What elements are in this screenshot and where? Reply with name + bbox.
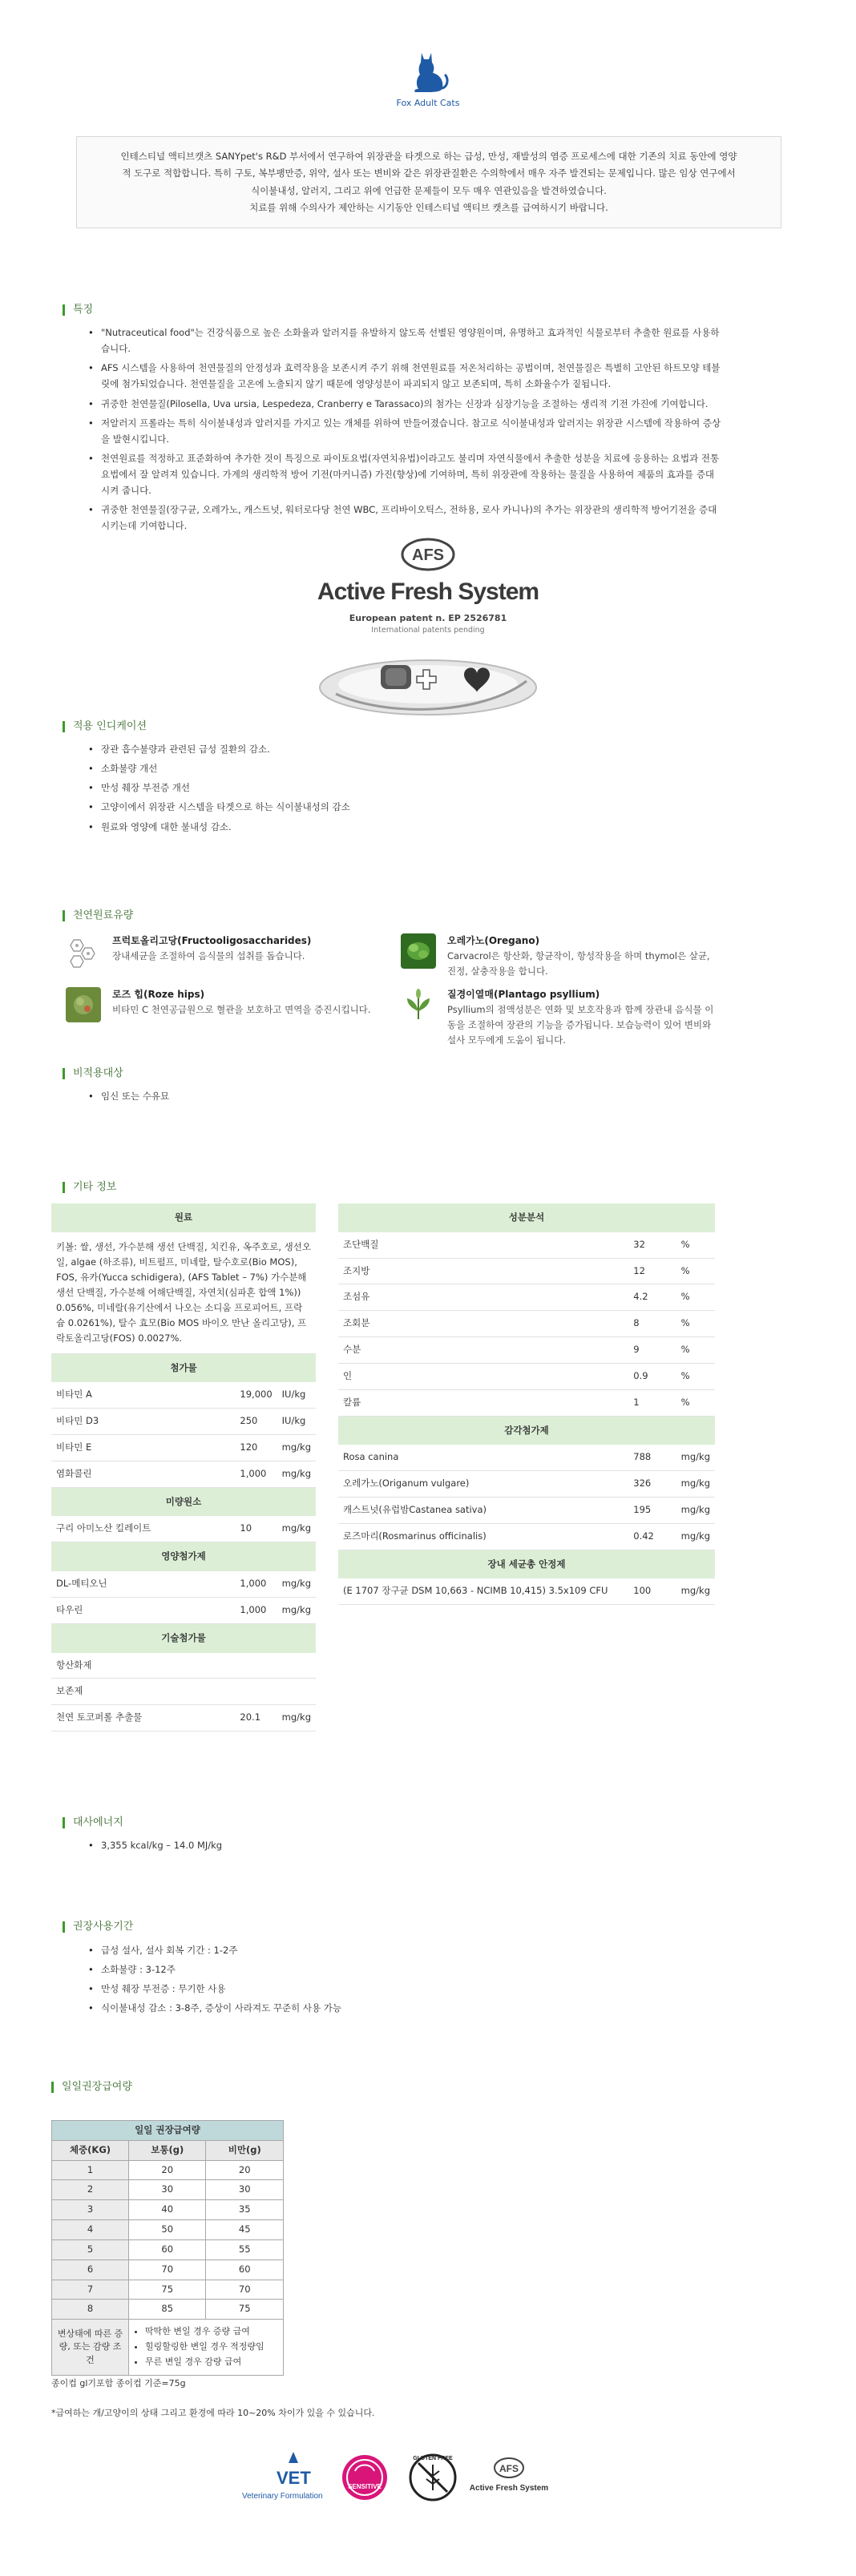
list-item: • 소화불량 : 3-12주 [88,1961,721,1977]
ingredient-rosehips [66,987,386,1018]
list-item: • 식이불내성 감소 : 3-8주, 증상이 사라져도 꾸준히 사용 가능 [88,2000,721,2016]
list-item: • 무른 변일 경우 감량 급여 [145,2355,278,2368]
natural-title: 천연원료유량 [63,910,133,921]
list-item: • 귀중한 천연물질(장구균, 오레가노, 캐스트넛, 워터로다당 천연 WBC, 프리바이오틱스, 전하용, 로사 카니나)의 추가는 위장관의 생리학적 방어기전을 증대시키는데 기여합니다. [88,502,721,534]
non-target-title: 비적용대상 [63,1068,123,1079]
indications-list [88,741,721,838]
list-item: • 힐링할링한 변일 경우 적정량임 [145,2340,278,2353]
table-row: 5 60 55 [52,2239,284,2260]
analysis-table [338,1203,715,1605]
svg-text:AFS: AFS [412,546,444,564]
ingredient-desc: Carvacrol은 항산화, 항균작이, 항성작용을 하며 thymol은 살균, 진정, 살충작용을 합니다. [447,949,710,977]
table-row [52,2320,284,2376]
afs-patent: European patent n. EP 2526781 [349,612,507,623]
col-normal: 보통(g) [129,2140,206,2160]
table-row: 조섬유 4.2 % [338,1284,715,1311]
svg-text:Active Fresh System: Active Fresh System [469,2484,549,2493]
table-row: 2 30 30 [52,2180,284,2200]
rosehips-plant-icon [66,987,101,1022]
list-item: • 고양이에서 위장관 시스템을 타겟으로 하는 식이불내성의 감소 [88,799,721,815]
list-item: • "Nutraceutical food"는 건강식품으로 높은 소화율과 알러지를 유발하지 않도록 선별된 영양원이며, 유명하고 효과적인 식물로부터 추출한 원료를 사용하습니다. [88,325,721,357]
disclaimer: *급여하는 개/고양이의 상태 그리고 환경에 따라 10~20% 차이가 있을 수 있습니다. [51,2408,375,2418]
svg-text:AFS: AFS [499,2463,519,2474]
condition-label: 변상태에 따른 증량, 또는 감량 조건 [52,2320,129,2376]
intro-line: 치료를 위해 수의사가 제안하는 시기동안 인테스티널 액티브 캣츠를 급여하시기 바랍니다. [249,201,608,213]
table-header: 기술첨가물 [51,1623,316,1652]
psyllium-plant-icon [401,987,436,1022]
feeding-title: 일일권장급여량 [51,2082,132,2093]
table-row: 보존제 [51,1679,316,1705]
sensitive-logo [342,2455,387,2500]
afs-pending: International patents pending [371,625,485,635]
table-header: 성분분석 [338,1203,715,1232]
table-row: 1 20 20 [52,2160,284,2180]
table-row: 오레가노(Origanum vulgare) 326 mg/kg [338,1471,715,1498]
list-item: • 만성 췌장 부전증 개선 [88,780,721,796]
ingredient-desc: 장내세균을 조절하여 음식물의 섭취를 돕습니다. [112,949,305,961]
kibble-dish-image [312,638,544,718]
intro-line: 적 도구로 적합합니다. 특히 구토, 복부팽만증, 위약, 설사 또는 변비와 같은 위장관질환은 수의학에서 매우 자주 발견되는 문제입니다. 많은 임상 연구에서 [122,167,736,179]
indications-title: 적용 인디케이션 [63,721,147,732]
svg-text:GLUTEN FREE: GLUTEN FREE [413,2456,453,2461]
table-header: 첨가물 [51,1353,316,1382]
table-row: 7 75 70 [52,2280,284,2300]
table-row: 비타민 A 19,000 IU/kg [51,1382,316,1408]
table-header: 원료 [51,1203,316,1232]
table-row: 비타민 E 120 mg/kg [51,1435,316,1461]
table-row: 인 0.9 % [338,1363,715,1389]
features-title: 특징 [63,304,93,316]
feeding-note: 종이컵 gl기포함 종이컵 기준=75g [51,2378,186,2389]
table-header: 영양첨가제 [51,1542,316,1571]
table-row: 타우린 1,000 mg/kg [51,1597,316,1623]
intro-box [76,136,781,228]
list-item: • 딱딱한 변일 경우 증량 급여 [145,2324,278,2338]
list-item: • 임신 또는 수유묘 [88,1088,721,1104]
list-item: • AFS 시스템을 사용하여 천연물질의 안정성과 효력작용을 보존시켜 주기 위해 천연원료를 저온처리하는 공법이며, 천연물질은 특별히 고안된 하트모양 테블릿에 첨가되었습니다. 천연물질을 고온에 노출되지 않기 때문에 영양성분이 파괴되지 않고 보존되며, 특히 소화율수가 짙됩니다. [88,360,721,392]
product-subtitle: Fox Adult Cats [396,98,460,108]
list-item: • 장관 흡수불량과 관련된 급성 질환의 감소. [88,741,721,757]
table-row: (E 1707 장구균 DSM 10,663 - NCIMB 10,415) 3.5x109 CFU 100 mg/kg [338,1578,715,1604]
svg-text:VET: VET [277,2468,311,2488]
table-row: 3 40 35 [52,2200,284,2220]
list-item: • 만성 췌장 부전증 : 무기한 사용 [88,1981,721,1997]
features-list [88,325,721,538]
table-row: 칼륨 1 % [338,1389,715,1416]
vet-formulation-logo [242,2452,323,2501]
fos-molecule-icon [66,933,101,969]
afs-footer-logo [470,2458,548,2493]
brand-header [0,48,856,110]
svg-text:SENSITIVE: SENSITIVE [348,2483,382,2490]
table-row: 8 85 75 [52,2300,284,2320]
table-row: DL-메티오닌 1,000 mg/kg [51,1571,316,1597]
ingredient-name: 프럭토올리고당(Fructooligosaccharides) [112,935,312,946]
raw-materials-text: 키볼: 쌀, 생선, 가수분해 생선 단백질, 치킨유, 옥주호로, 생선오일, algae (하조류), 비트펄프, 미네랄, 탈수호로(Bio MOS), FOS, 유카(Yucca schidigera), (AFS Tablet – 7%) 가수분해 생선 단백질, 가수분해 어해단백질, 자연치(심파혼 합액 1%)) 0.056%, 미네랄(유기산에서 나오는 소디움 프로피어트, 프락슘 0.0261%), 탈수 효모(Bio MOS 바이오 만난 올리고당), 프락토올리고당(FOS) 0.0027%. [51,1232,316,1353]
list-item: • 원료와 영양에 대한 불내성 감소. [88,819,721,835]
table-row: 로즈마리(Rosmarinus officinalis) 0.42 mg/kg [338,1523,715,1550]
afs-badge-icon [400,537,456,572]
list-item: • 소화불량 개선 [88,760,721,776]
table-row: 비타민 D3 250 IU/kg [51,1409,316,1435]
ingredient-name: 오레가노(Oregano) [447,935,540,946]
ingredient-desc: 비타민 C 천연공급원으로 혈관을 보호하고 면역을 증진시킵니다. [112,1003,371,1015]
col-weight: 체중(KG) [52,2140,129,2160]
list-item: • 저알러지 프롤라는 특히 식이불내성과 알러지를 가지고 있는 개체를 위하여 만들어졌습니다. 참고로 식이불내성과 알러지는 위장관 시스템에 작용하여 증상을 발현시킵니다. [88,415,721,447]
gluten-free-logo [410,2455,455,2500]
table-header: 장내 세균총 안정제 [338,1550,715,1578]
list-item: • 3,355 kcal/kg – 14.0 MJ/kg [88,1837,721,1853]
period-list [88,1942,721,2020]
table-row: 수분 9 % [338,1337,715,1364]
ingredient-oregano [401,933,721,979]
oregano-leaf-icon [401,933,436,969]
table-row: 항산화제 [51,1653,316,1679]
table-row: 4 50 45 [52,2220,284,2240]
condition-list [145,2324,278,2368]
ingredient-name: 질경이열매(Plantago psyllium) [447,989,600,1000]
feeding-caption: 일일 권장급여량 [52,2121,284,2141]
other-info-title: 기타 정보 [63,1182,116,1193]
list-item: • 귀중한 천연물질(Pilosella, Uva ursia, Lespedeza, Cranberry e Tarassaco)의 첨가는 신장과 심장기능을 조절하는 생리적 기전 가진에 기여합니다. [88,396,721,412]
ingredient-name: 로즈 힙(Roze hips) [112,989,205,1000]
table-row: 천연 토코퍼롤 추출물 20.1 mg/kg [51,1705,316,1731]
table-header: 미량원소 [51,1487,316,1516]
footer-logos [0,2444,856,2508]
cat-silhouette-icon [404,48,452,93]
ingredient-psyllium [401,987,721,1048]
table-row: 조회분 8 % [338,1311,715,1337]
afs-title: Active Fresh System [317,578,539,605]
col-obese: 비만(g) [206,2140,284,2160]
intro-line: 인테스티널 액티브캣츠 SANYpet's R&D 부서에서 연구하여 위장관을 타겟으로 하는 급성, 만성, 재발성의 염증 프로세스에 대한 기존의 치료 동안에 영양 [120,151,737,162]
afs-logo-block [0,537,856,718]
feeding-table [51,2120,284,2376]
period-title: 권장사용기간 [63,1921,133,1933]
list-item: • 급성 설사, 설사 회복 기간 : 1-2주 [88,1942,721,1958]
table-row: Rosa canina 788 mg/kg [338,1445,715,1470]
raw-materials-table [51,1203,316,1731]
table-row: 구리 아미노산 킬레이트 10 mg/kg [51,1516,316,1542]
table-row: 캐스트넛(유럽밤Castanea sativa) 195 mg/kg [338,1497,715,1523]
ingredient-fos [66,933,386,964]
energy-title: 대사에너지 [63,1817,123,1828]
table-row: 조지방 12 % [338,1258,715,1284]
energy-list [88,1837,721,1856]
non-target-list [88,1088,721,1107]
table-row: 6 70 60 [52,2260,284,2280]
table-header: 감각첨가제 [338,1416,715,1445]
ingredient-desc: Psyllium의 점액성분은 연화 및 보호작용과 함께 장관내 음식물 이동을 조절하여 장관의 기능을 증가됩니다. 보습능력이 있어 변비와 설사 모두에게 도움이 됩니다. [447,1003,714,1046]
table-row: 조단백질 32 % [338,1232,715,1258]
svg-text:Veterinary Formulation: Veterinary Formulation [242,2492,323,2501]
list-item: • 천연원료를 적정하고 표준화하여 추가한 것이 특징으로 파이토요법(자연치유법)이라고도 불리며 자연식물에서 추출한 성분을 치료에 응용하는 요법과 전통요법에서 잘 알려져 있습니다. 가계의 생리학적 방어 기전(마커니즘) 가진(향상)에 기여하며, 특히 위장관에 작용하는 물질을 사용하여 제품의 효과를 증대시켜 줍니다. [88,450,721,498]
table-row: 염화콜린 1,000 mg/kg [51,1461,316,1487]
intro-line: 식이불내성, 알러지, 그리고 위에 언급한 문제들이 모두 매우 연관있음을 발견하였습니다. [251,184,607,196]
